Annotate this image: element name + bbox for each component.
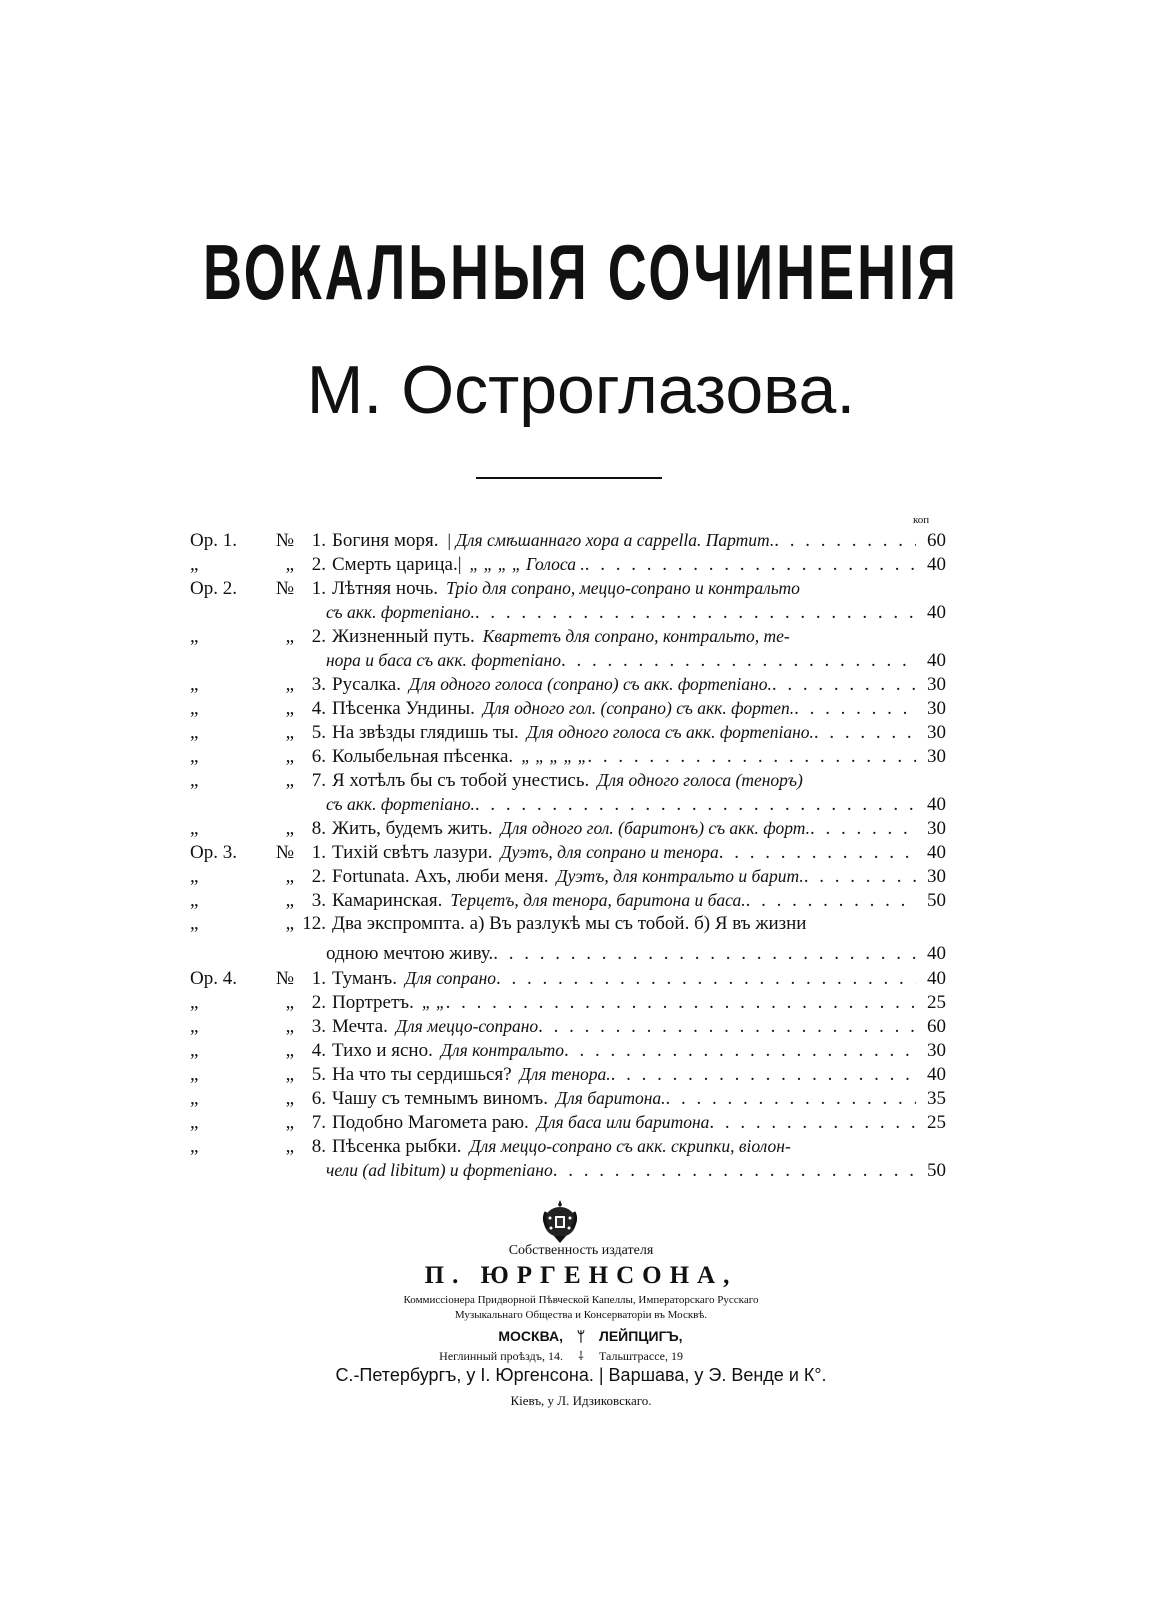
work-title: Смерть царица.| bbox=[332, 554, 462, 575]
work-number: 8. bbox=[311, 1136, 326, 1157]
work-number: 1. bbox=[311, 968, 326, 989]
number-sign: № bbox=[275, 968, 294, 989]
number-sign: „ bbox=[285, 698, 294, 719]
list-item bbox=[190, 816, 946, 840]
list-item bbox=[190, 624, 946, 648]
opus-label: Op. 4. bbox=[190, 968, 237, 989]
list-item bbox=[190, 768, 946, 792]
list-item bbox=[190, 1110, 946, 1134]
price: 30 bbox=[927, 746, 946, 767]
price: 40 bbox=[927, 794, 946, 815]
anchor-icon: ᛘ bbox=[576, 1328, 586, 1344]
work-title: Богиня моря. bbox=[332, 530, 439, 551]
dot-leader bbox=[611, 1063, 916, 1087]
branches-line: С.-Петербургъ, у І. Юргенсона. | Варшава, у Э. Венде и К°. bbox=[335, 1365, 827, 1385]
work-description-continued: одною мечтою живу. bbox=[326, 943, 494, 964]
price: 40 bbox=[927, 602, 946, 623]
work-description: Для одного голоса (сопрано) съ акк. фортепіано. bbox=[408, 674, 772, 694]
work-description: „ „ „ „ Голоса . bbox=[469, 554, 585, 574]
work-number: 1. bbox=[311, 842, 326, 863]
dot-leader bbox=[666, 1087, 916, 1111]
work-description: Для сопрано bbox=[404, 968, 497, 988]
list-item-continuation bbox=[190, 1158, 946, 1182]
work-title: Портретъ. bbox=[332, 992, 414, 1013]
number-sign: „ bbox=[285, 722, 294, 743]
list-item-continuation bbox=[190, 648, 946, 672]
price: 40 bbox=[927, 943, 946, 964]
work-title: Fortunata. Ахъ, люби меня. bbox=[332, 866, 549, 887]
price: 30 bbox=[927, 698, 946, 719]
list-item bbox=[190, 576, 946, 600]
list-item bbox=[190, 744, 946, 768]
work-number: 3. bbox=[311, 674, 326, 695]
list-item bbox=[190, 1134, 946, 1158]
work-description: Для одного голоса (теноръ) bbox=[597, 770, 803, 790]
work-number: 3. bbox=[311, 1016, 326, 1037]
opus-label: „ bbox=[190, 1112, 199, 1133]
price: 30 bbox=[927, 674, 946, 695]
commission-line: Музыкальнаго Общества и Консерваторіи въ Москвѣ. bbox=[454, 1309, 708, 1321]
work-title: На что ты сердишься? bbox=[332, 1064, 512, 1085]
opus-label: „ bbox=[190, 626, 199, 647]
work-description: „ „ bbox=[421, 992, 446, 1012]
opus-label: „ bbox=[190, 1064, 199, 1085]
number-sign: „ bbox=[285, 992, 294, 1013]
opus-label: „ bbox=[190, 674, 199, 695]
work-number: 2. bbox=[311, 554, 326, 575]
commission-line: Коммиссіонера Придворной Пѣвческой Капеллы, Императорскаго Русскаго bbox=[403, 1294, 759, 1306]
work-description-continued: съ акк. фортепіано. bbox=[326, 602, 475, 622]
dot-leader bbox=[814, 721, 916, 745]
opus-label: „ bbox=[190, 913, 199, 934]
work-description-continued: чели (ad libitum) и фортепіано bbox=[326, 1160, 553, 1180]
dot-leader bbox=[772, 673, 916, 697]
list-item bbox=[190, 1062, 946, 1086]
page-title: ВОКАЛЬНЫЯ СОЧИНЕНІЯ bbox=[203, 229, 959, 317]
opus-label: „ bbox=[190, 992, 199, 1013]
work-title: Жить, будемъ жить. bbox=[332, 818, 493, 839]
work-number: 2. bbox=[311, 866, 326, 887]
price: 30 bbox=[927, 866, 946, 887]
number-sign: „ bbox=[285, 890, 294, 911]
work-description: „ „ „ „ „ bbox=[521, 746, 588, 766]
dot-leader bbox=[719, 841, 916, 865]
opus-label: „ bbox=[190, 1088, 199, 1109]
work-description: Для баса или баритона bbox=[536, 1112, 710, 1132]
price: 40 bbox=[927, 842, 946, 863]
work-title: Лѣтняя ночь. bbox=[332, 578, 439, 599]
work-description: Тріо для сопрано, меццо-сопрано и контральто bbox=[446, 578, 800, 598]
publisher-name: П. ЮРГЕНСОНА, bbox=[424, 1262, 738, 1289]
dot-leader bbox=[810, 817, 916, 841]
anchor-base-icon: ⸸ bbox=[578, 1349, 584, 1363]
work-description: Для меццо-сопрано съ акк. скрипки, віолон- bbox=[469, 1136, 791, 1156]
opus-label: „ bbox=[190, 722, 199, 743]
work-description: Терцетъ, для тенора, баритона и баса. bbox=[450, 890, 746, 910]
opus-label: „ bbox=[190, 698, 199, 719]
work-number: 6. bbox=[311, 746, 326, 767]
dot-leader bbox=[538, 1015, 916, 1039]
work-description: Для одного гол. (сопрано) съ акк. фортеп. bbox=[482, 698, 795, 718]
dot-leader bbox=[475, 793, 916, 817]
opus-label: „ bbox=[190, 1040, 199, 1061]
list-item bbox=[190, 888, 946, 912]
address-moscow: Неглинный проѣздъ, 14. bbox=[439, 1349, 563, 1363]
opus-label: „ bbox=[190, 1016, 199, 1037]
dot-leader bbox=[475, 601, 916, 625]
price: 40 bbox=[927, 968, 946, 989]
dot-leader bbox=[493, 942, 916, 966]
list-item bbox=[190, 966, 946, 990]
work-title: На звѣзды глядишь ты. bbox=[332, 722, 519, 743]
list-item bbox=[190, 1014, 946, 1038]
dot-leader bbox=[561, 649, 916, 673]
work-title: Тихій свѣтъ лазури. bbox=[332, 842, 493, 863]
number-sign: „ bbox=[285, 1040, 294, 1061]
opus-label: Op. 2. bbox=[190, 578, 237, 599]
dot-leader bbox=[804, 865, 916, 889]
list-item-continuation bbox=[190, 942, 946, 966]
dot-leader bbox=[446, 991, 916, 1015]
price-header: коп bbox=[913, 514, 930, 526]
opus-label: „ bbox=[190, 890, 199, 911]
list-item bbox=[190, 1086, 946, 1110]
opus-label: „ bbox=[190, 746, 199, 767]
opus-label: „ bbox=[190, 818, 199, 839]
work-number: 1. bbox=[311, 530, 326, 551]
number-sign: „ bbox=[285, 1136, 294, 1157]
number-sign: „ bbox=[285, 1112, 294, 1133]
dot-leader bbox=[553, 1159, 916, 1183]
work-description: Для меццо-сопрано bbox=[395, 1016, 539, 1036]
city-moscow: МОСКВА, bbox=[498, 1328, 563, 1344]
number-sign: „ bbox=[285, 818, 294, 839]
price: 30 bbox=[927, 818, 946, 839]
work-title: Подобно Магомета раю. bbox=[332, 1112, 529, 1133]
work-number: 7. bbox=[311, 770, 326, 791]
number-sign: № bbox=[275, 578, 294, 599]
work-title: Камаринская. bbox=[332, 890, 443, 911]
work-title: Пѣсенка рыбки. bbox=[332, 1136, 462, 1157]
number-sign: „ bbox=[285, 770, 294, 791]
work-description: Для контральто bbox=[440, 1040, 564, 1060]
list-item bbox=[190, 840, 946, 864]
dot-leader bbox=[774, 529, 916, 553]
price: 40 bbox=[927, 650, 946, 671]
work-number: 8. bbox=[311, 818, 326, 839]
number-sign: „ bbox=[285, 746, 294, 767]
number-sign: № bbox=[275, 530, 294, 551]
price: 40 bbox=[927, 1064, 946, 1085]
work-number: 5. bbox=[311, 722, 326, 743]
number-sign: „ bbox=[285, 554, 294, 575]
composer-name: М. Остроглазова. bbox=[306, 352, 856, 428]
opus-label: „ bbox=[190, 770, 199, 791]
addresses-line bbox=[0, 1347, 1162, 1364]
work-description: Для баритона. bbox=[556, 1088, 666, 1108]
work-description: Дуэтъ, для сопрано и тенора bbox=[500, 842, 719, 862]
list-item bbox=[190, 1038, 946, 1062]
opus-label: „ bbox=[190, 1136, 199, 1157]
work-description: Дуэтъ, для контральто и барит. bbox=[556, 866, 804, 886]
work-number: 7. bbox=[311, 1112, 326, 1133]
opus-label: „ bbox=[190, 866, 199, 887]
price: 40 bbox=[927, 554, 946, 575]
price: 30 bbox=[927, 1040, 946, 1061]
number-sign: „ bbox=[285, 674, 294, 695]
work-number: 1. bbox=[311, 578, 326, 599]
works-list bbox=[190, 528, 946, 1182]
divider bbox=[476, 477, 662, 479]
work-description: Квартетъ для сопрано, контральто, те- bbox=[482, 626, 790, 646]
price: 25 bbox=[927, 992, 946, 1013]
work-title: Пѣсенка Ундины. bbox=[332, 698, 475, 719]
work-number: 12. bbox=[302, 913, 326, 934]
number-sign: „ bbox=[285, 866, 294, 887]
work-number: 6. bbox=[311, 1088, 326, 1109]
number-sign: № bbox=[275, 842, 294, 863]
list-item bbox=[190, 696, 946, 720]
owner-line: Собственность издателя bbox=[508, 1243, 654, 1258]
list-item bbox=[190, 864, 946, 888]
work-description: Для одного гол. (баритонъ) съ акк. форт. bbox=[500, 818, 810, 838]
price: 35 bbox=[927, 1088, 946, 1109]
dot-leader bbox=[587, 745, 916, 769]
list-item bbox=[190, 912, 946, 936]
work-description: Для одного голоса съ акк. фортепіано. bbox=[526, 722, 814, 742]
work-description: Для тенора. bbox=[519, 1064, 611, 1084]
price: 60 bbox=[927, 1016, 946, 1037]
price: 30 bbox=[927, 722, 946, 743]
dot-leader bbox=[746, 889, 916, 913]
price: 60 bbox=[927, 530, 946, 551]
work-number: 2. bbox=[311, 626, 326, 647]
work-title: Русалка. bbox=[332, 674, 401, 695]
list-item bbox=[190, 528, 946, 552]
dot-leader bbox=[709, 1111, 916, 1135]
work-title: Колыбельная пѣсенка. bbox=[332, 746, 514, 767]
list-item-continuation bbox=[190, 792, 946, 816]
list-item bbox=[190, 672, 946, 696]
list-item-continuation bbox=[190, 600, 946, 624]
opus-label: Op. 1. bbox=[190, 530, 237, 551]
price: 25 bbox=[927, 1112, 946, 1133]
dot-leader bbox=[564, 1039, 916, 1063]
number-sign: „ bbox=[285, 1016, 294, 1037]
dot-leader bbox=[496, 967, 916, 991]
price: 50 bbox=[927, 1160, 946, 1181]
number-sign: „ bbox=[285, 913, 294, 934]
list-item bbox=[190, 990, 946, 1014]
kiev-line: Кіевъ, у Л. Идзиковскаго. bbox=[510, 1393, 652, 1408]
number-sign: „ bbox=[285, 1064, 294, 1085]
work-description: | Для смѣшаннаго хора a cappella. Партит. bbox=[446, 530, 775, 550]
number-sign: „ bbox=[285, 1088, 294, 1109]
price: 50 bbox=[927, 890, 946, 911]
work-title: Чашу съ темнымъ виномъ. bbox=[332, 1088, 549, 1109]
work-title: Туманъ. bbox=[332, 968, 397, 989]
imperial-eagle-emblem-icon bbox=[540, 1198, 580, 1249]
work-description-continued: нора и баса съ акк. фортепіано bbox=[326, 650, 561, 670]
work-title: Тихо и ясно. bbox=[332, 1040, 433, 1061]
work-number: 4. bbox=[311, 698, 326, 719]
city-leipzig: ЛЕЙПЦИГЪ, bbox=[599, 1328, 683, 1344]
list-item bbox=[190, 552, 946, 576]
opus-label: „ bbox=[190, 554, 199, 575]
work-number: 5. bbox=[311, 1064, 326, 1085]
address-leipzig: Тальштрассе, 19 bbox=[599, 1349, 684, 1363]
work-number: 4. bbox=[311, 1040, 326, 1061]
number-sign: „ bbox=[285, 626, 294, 647]
work-number: 2. bbox=[311, 992, 326, 1013]
work-title: Я хотѣлъ бы съ тобой унестись. bbox=[332, 770, 590, 791]
work-title: Мечта. bbox=[332, 1016, 388, 1037]
cities-line bbox=[0, 1328, 1162, 1344]
opus-label: Op. 3. bbox=[190, 842, 237, 863]
work-title: Два экспромпта. а) Въ разлукѣ мы съ тобой. б) Я въ жизни bbox=[332, 913, 807, 934]
dot-leader bbox=[794, 697, 916, 721]
work-number: 3. bbox=[311, 890, 326, 911]
work-description-continued: съ акк. фортепіано. bbox=[326, 794, 475, 814]
dot-leader bbox=[585, 553, 916, 577]
work-title: Жизненный путь. bbox=[332, 626, 475, 647]
list-item bbox=[190, 720, 946, 744]
